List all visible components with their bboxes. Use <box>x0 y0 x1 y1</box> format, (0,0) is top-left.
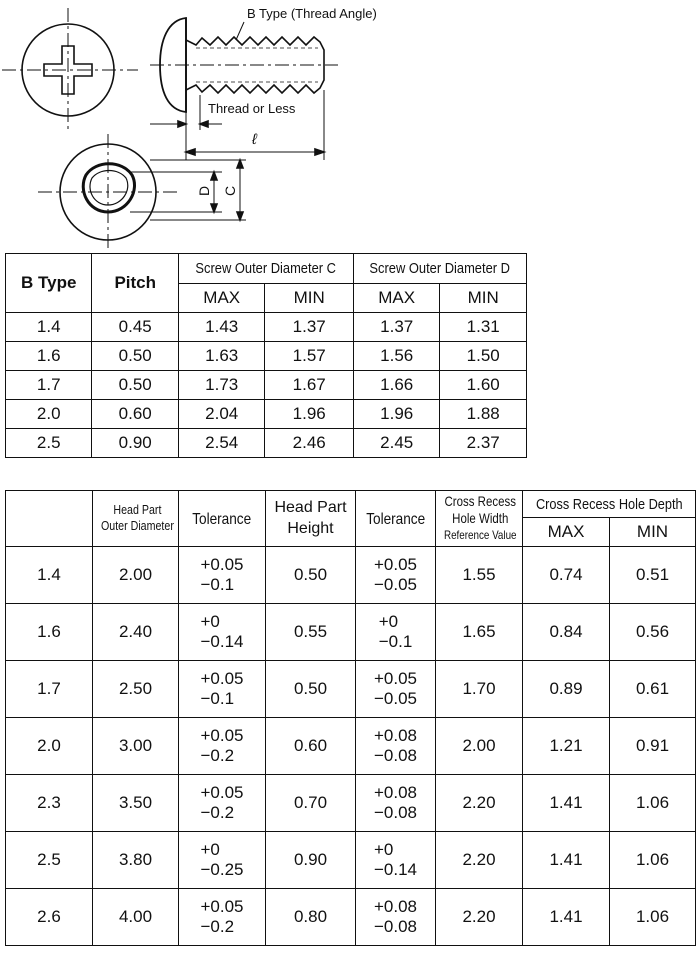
length-label: ℓ <box>252 131 257 148</box>
tolerance-cell <box>179 661 266 718</box>
tolerance-minus: −0.05 <box>373 575 417 594</box>
header-tolerance-1: Tolerance <box>179 491 266 547</box>
tolerance-plus: +0 <box>378 611 399 631</box>
table-cell: 0.84 <box>523 604 610 661</box>
tolerance-cell <box>179 718 266 775</box>
table-cell: 1.65 <box>436 604 523 661</box>
table-cell: 2.20 <box>436 775 523 832</box>
tolerance-minus: −0.05 <box>373 689 417 708</box>
table-cell: 0.60 <box>266 718 356 775</box>
table-cell: 1.41 <box>523 889 610 946</box>
tolerance-minus: −0.1 <box>200 575 235 594</box>
tolerance-cell <box>356 832 436 889</box>
tolerance-minus: −0.08 <box>373 803 417 822</box>
header-type-blank <box>6 491 93 547</box>
header-pitch: Pitch <box>92 254 178 313</box>
header-screw-outer-d: Screw Outer Diameter D <box>353 254 526 284</box>
table-row <box>6 889 696 946</box>
table-cell: 1.21 <box>523 718 610 775</box>
table-row <box>6 400 527 429</box>
table-cell: 0.50 <box>266 547 356 604</box>
tolerance-cell <box>179 604 266 661</box>
table-cell: 0.61 <box>610 661 696 718</box>
table-cell: 1.41 <box>523 832 610 889</box>
table-cell: 1.50 <box>440 342 527 371</box>
thread-angle-label: B Type (Thread Angle) <box>247 6 377 21</box>
table-cell: 1.70 <box>436 661 523 718</box>
table-cell: 1.56 <box>353 342 439 371</box>
table-cell: 2.3 <box>6 775 93 832</box>
table-cell: 1.06 <box>610 889 696 946</box>
tolerance-cell <box>179 889 266 946</box>
tolerance-plus: +0.05 <box>373 554 417 574</box>
table-cell: 0.89 <box>523 661 610 718</box>
table-cell: 1.43 <box>178 313 264 342</box>
tolerance-plus: +0.05 <box>200 554 244 574</box>
table-cell: 2.5 <box>6 832 93 889</box>
table-cell: 1.57 <box>265 342 354 371</box>
tolerance-cell <box>179 775 266 832</box>
header-cross-recess-width: Cross Recess Hole Width Reference Value <box>436 491 523 547</box>
tolerance-minus: −0.1 <box>200 689 235 708</box>
table-cell: 1.63 <box>178 342 264 371</box>
table-cell: 2.20 <box>436 889 523 946</box>
header-d-max: MAX <box>353 283 439 313</box>
screw-diameter-table <box>5 253 527 458</box>
tolerance-cell <box>356 547 436 604</box>
table-row <box>6 775 696 832</box>
table-cell: 1.7 <box>6 371 92 400</box>
header-head-height: Head Part Height <box>266 491 356 547</box>
table-row <box>6 604 696 661</box>
table-cell: 0.50 <box>266 661 356 718</box>
head-dimension-table <box>5 490 696 946</box>
tolerance-plus: +0 <box>200 839 220 859</box>
table-cell: 0.51 <box>610 547 696 604</box>
tolerance-plus: +0.05 <box>200 668 244 688</box>
tolerance-plus: +0.08 <box>373 725 417 745</box>
table-cell: 2.20 <box>436 832 523 889</box>
table-cell: 3.80 <box>93 832 179 889</box>
header-screw-outer-c: Screw Outer Diameter C <box>178 254 353 284</box>
table-cell: 1.67 <box>265 371 354 400</box>
table-cell: 1.60 <box>440 371 527 400</box>
table-cell: 1.73 <box>178 371 264 400</box>
table-cell: 2.40 <box>93 604 179 661</box>
tolerance-cell <box>179 832 266 889</box>
header-d-min: MIN <box>440 283 527 313</box>
table-cell: 1.31 <box>440 313 527 342</box>
header-depth-max: MAX <box>523 518 610 547</box>
header-cross-recess-depth: Cross Recess Hole Depth <box>523 491 696 518</box>
table-cell: 1.41 <box>523 775 610 832</box>
tolerance-plus: +0.05 <box>373 668 417 688</box>
table-row <box>6 313 527 342</box>
head-top-view <box>2 8 138 132</box>
tolerance-minus: −0.1 <box>378 632 413 651</box>
c-label: C <box>222 185 238 196</box>
table-cell: 2.46 <box>265 429 354 458</box>
table-cell: 0.74 <box>523 547 610 604</box>
tolerance-plus: +0.05 <box>200 725 244 745</box>
table-cell: 1.88 <box>440 400 527 429</box>
tolerance-minus: −0.2 <box>200 746 235 765</box>
table-cell: 2.00 <box>436 718 523 775</box>
table-cell: 3.50 <box>93 775 179 832</box>
header-b-type: B Type <box>6 254 92 313</box>
tolerance-plus: +0.08 <box>373 896 417 916</box>
tolerance-cell <box>356 604 436 661</box>
tolerance-plus: +0.08 <box>373 782 417 802</box>
tolerance-cell <box>356 889 436 946</box>
table-cell: 0.80 <box>266 889 356 946</box>
table-cell: 0.90 <box>92 429 178 458</box>
table-cell: 1.66 <box>353 371 439 400</box>
table-cell: 3.00 <box>93 718 179 775</box>
screw-technical-drawing <box>0 0 700 250</box>
table-cell: 2.5 <box>6 429 92 458</box>
table-cell: 0.50 <box>92 371 178 400</box>
table-cell: 0.56 <box>610 604 696 661</box>
tolerance-cell <box>356 718 436 775</box>
table-cell: 2.0 <box>6 718 93 775</box>
table-cell: 0.45 <box>92 313 178 342</box>
table-cell: 2.54 <box>178 429 264 458</box>
table-row <box>6 429 527 458</box>
tolerance-minus: −0.14 <box>373 860 417 879</box>
table-cell: 2.50 <box>93 661 179 718</box>
tolerance-cell <box>179 547 266 604</box>
table-cell: 1.37 <box>265 313 354 342</box>
screw-end-view <box>38 134 246 250</box>
table-cell: 0.90 <box>266 832 356 889</box>
tolerance-minus: −0.08 <box>373 746 417 765</box>
table-cell: 1.6 <box>6 342 92 371</box>
table-cell: 2.37 <box>440 429 527 458</box>
table-cell: 2.0 <box>6 400 92 429</box>
tolerance-cell <box>356 775 436 832</box>
table-row <box>6 371 527 400</box>
screw-side-view <box>150 18 338 112</box>
tolerance-minus: −0.2 <box>200 917 235 936</box>
thread-or-less-label: Thread or Less <box>208 101 296 116</box>
table-cell: 1.37 <box>353 313 439 342</box>
table-row <box>6 832 696 889</box>
header-tolerance-2: Tolerance <box>356 491 436 547</box>
table-row <box>6 661 696 718</box>
tolerance-minus: −0.08 <box>373 917 417 936</box>
table-cell: 1.4 <box>6 313 92 342</box>
table-cell: 1.96 <box>353 400 439 429</box>
table-row <box>6 342 527 371</box>
table-cell: 0.55 <box>266 604 356 661</box>
table-cell: 1.06 <box>610 775 696 832</box>
table-row <box>6 718 696 775</box>
table-cell: 1.55 <box>436 547 523 604</box>
table-cell: 0.70 <box>266 775 356 832</box>
table-cell: 0.91 <box>610 718 696 775</box>
table-cell: 1.96 <box>265 400 354 429</box>
table-cell: 2.6 <box>6 889 93 946</box>
tolerance-plus: +0 <box>200 611 220 631</box>
header-head-outer-diameter: Head Part Outer Diameter <box>93 491 179 547</box>
table-cell: 0.50 <box>92 342 178 371</box>
tolerance-plus: +0.05 <box>200 896 244 916</box>
tolerance-minus: −0.25 <box>200 860 244 879</box>
table-cell: 2.45 <box>353 429 439 458</box>
d-label: D <box>196 185 212 196</box>
table-cell: 1.6 <box>6 604 93 661</box>
table-row <box>6 547 696 604</box>
header-c-min: MIN <box>265 283 354 313</box>
tolerance-minus: −0.2 <box>200 803 235 822</box>
table-cell: 1.4 <box>6 547 93 604</box>
header-c-max: MAX <box>178 283 264 313</box>
tolerance-cell <box>356 661 436 718</box>
table-cell: 2.04 <box>178 400 264 429</box>
tolerance-plus: +0.05 <box>200 782 244 802</box>
table-cell: 0.60 <box>92 400 178 429</box>
table-cell: 4.00 <box>93 889 179 946</box>
header-depth-min: MIN <box>610 518 696 547</box>
tolerance-minus: −0.14 <box>200 632 244 651</box>
tolerance-plus: +0 <box>373 839 394 859</box>
table-cell: 1.06 <box>610 832 696 889</box>
table-cell: 2.00 <box>93 547 179 604</box>
table-cell: 1.7 <box>6 661 93 718</box>
